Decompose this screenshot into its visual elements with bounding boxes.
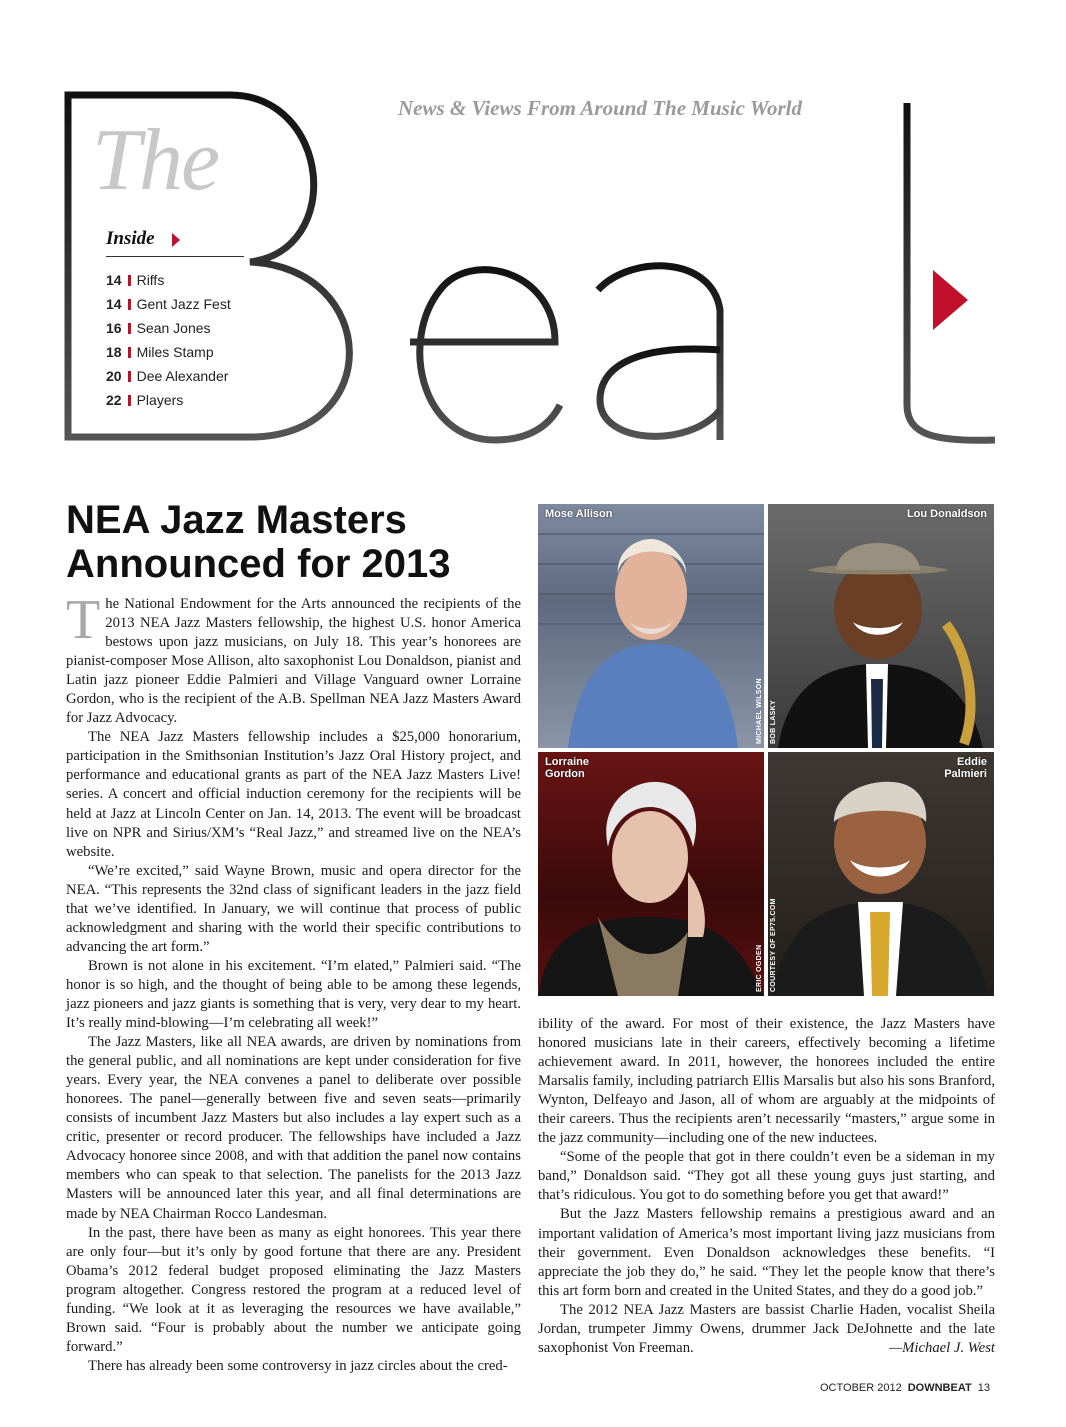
- photo-mose-allison: [538, 504, 764, 748]
- inside-item-bar: [128, 347, 131, 358]
- inside-heading: Inside: [106, 228, 155, 249]
- inside-item[interactable]: [106, 388, 231, 412]
- article-paragraph: “Some of the people that got in there couldn’t even be a sideman in my band,” Donaldson said. “They got all these young guys just starting, and that’s ridiculous. You got to do something before you get that award!”: [538, 1149, 995, 1204]
- article-paragraph: “We’re excited,” said Wayne Brown, music and opera director for the NEA. “This represents the 32nd class of significant leaders in the jazz field that we’ve identified. In January, we will continue that process of public acknowledgment and sharing with the world their specific contributions to advancing the art form.”: [66, 862, 521, 955]
- article-column-left: [66, 589, 521, 1376]
- inside-item-page: 16: [106, 320, 122, 336]
- inside-item-page: 14: [106, 296, 122, 312]
- article-paragraph: But the Jazz Masters fellowship remains a prestigious award and an important validation of America’s most important living jazz musicians from their government. Even Donaldson acknowledges these benefits. “I appreciate the job they do,” he said. “They let the people know that there’s this art form born and created in the United States, and they do a good job.”: [538, 1206, 995, 1299]
- inside-item-label: Riffs: [136, 272, 165, 288]
- inside-item-label: Sean Jones: [136, 320, 211, 336]
- photo-caption: Mose Allison: [545, 508, 613, 520]
- headline-line-1: NEA Jazz Masters: [66, 498, 407, 542]
- masthead-tagline: News & Views From Around The Music World: [398, 96, 802, 120]
- inside-item-page: 14: [106, 272, 122, 288]
- photo-credit: MICHAEL WILSON: [756, 678, 763, 744]
- inside-item-page: 20: [106, 368, 122, 384]
- photo-credit: BOB LASKY: [770, 700, 777, 744]
- headline-line-2: Announced for 2013: [66, 542, 451, 586]
- photo-credit: ERIC OGDEN: [756, 944, 763, 992]
- portrait-illustration: [538, 752, 764, 996]
- inside-arrow-icon: [172, 233, 180, 247]
- article-paragraph: There has already been some controversy in jazz circles about the cred-: [88, 1357, 508, 1374]
- article-headline: [66, 498, 506, 586]
- inside-item-bar: [128, 275, 131, 286]
- drop-cap: T: [66, 589, 101, 651]
- article-paragraph: ibility of the award. For most of their existence, the Jazz Masters have honored musicians late in their careers, effectively becoming a lifetime achievement award. In 2011, however, the honorees included the entire Marsalis family, including patriarch Ellis Marsalis but also his sons Branford, Wynton, Delfeayo and Jason, all of whom are arguably at the midpoints of their careers. Thus the recipients aren’t necessarily “masters,” argue some in the jazz community—including one of the new inductees.: [538, 1016, 995, 1147]
- article-paragraph: In the past, there have been as many as eight honorees. This year there are only four—but it’s only by good fortune that there are any. President Obama’s 2012 federal budget proposed eliminating the Jazz Masters program altogether. Congress restored the program at a reduced level of funding. “We look at it as leveraging the resources we have available,” Brown said. “Four is probably about the number we anticipate going forward.”: [66, 1224, 521, 1355]
- article-paragraph: The Jazz Masters, like all NEA awards, are driven by nominations from the general public, and all nominations are kept under consideration for five years. Every year, the NEA convenes a panel to deliberate over possible honorees. The panel—generally between five and seven seats—primarily consists of incumbent Jazz Masters but also includes a lay expert such as a critic, presenter or record producer. The fellowships have included a Jazz Advocacy honoree since 2008, and with that addition the panel now contains members who can speak to that selection. The panelists for the 2013 Jazz Masters will be announced later this year, and all final determinations are made by NEA Chairman Rocco Landesman.: [66, 1034, 521, 1222]
- footer-date: OCTOBER 2012: [820, 1382, 902, 1394]
- inside-item-bar: [128, 299, 131, 310]
- inside-item-label: Miles Stamp: [136, 344, 214, 360]
- inside-item-bar: [128, 371, 131, 382]
- inside-item-label: Gent Jazz Fest: [136, 296, 231, 312]
- photo-eddie-palmieri: [768, 752, 994, 996]
- masthead-the: The: [92, 112, 218, 209]
- inside-item[interactable]: [106, 340, 231, 364]
- inside-item-label: Dee Alexander: [136, 368, 229, 384]
- inside-item[interactable]: [106, 268, 231, 292]
- inside-list: [106, 268, 231, 412]
- inside-item-page: 22: [106, 392, 122, 408]
- inside-item-page: 18: [106, 344, 122, 360]
- photo-caption: Eddie Palmieri: [944, 756, 987, 780]
- photo-credit: COURTESY OF EP75.COM: [770, 898, 777, 992]
- inside-item[interactable]: [106, 316, 231, 340]
- footer-magazine: DOWNBEAT: [907, 1382, 972, 1394]
- page-footer: [820, 1382, 990, 1394]
- inside-item-bar: [128, 395, 131, 406]
- article-column-right: [538, 1015, 995, 1358]
- footer-page-number: 13: [977, 1382, 990, 1394]
- article-paragraph: The 2012 NEA Jazz Masters are bassist Charlie Haden, vocalist Sheila Jordan, trumpeter Jimmy Owens, drummer Jack DeJohnette and the late saxophonist Von Freeman. —Michael J. West: [538, 1301, 995, 1358]
- article-signature: —Michael J. West: [889, 1339, 995, 1356]
- inside-rule: [106, 256, 244, 257]
- inside-item[interactable]: [106, 364, 231, 388]
- photo-caption: Lou Donaldson: [906, 508, 987, 520]
- portrait-illustration: [768, 504, 994, 748]
- photo-lorraine-gordon: [538, 752, 764, 996]
- portrait-illustration: [538, 504, 764, 748]
- inside-item-bar: [128, 323, 131, 334]
- photo-caption: Lorraine Gordon: [545, 756, 590, 780]
- beat-arrow-icon: [933, 270, 968, 330]
- inside-item-label: Players: [136, 392, 184, 408]
- photo-lou-donaldson: [768, 504, 994, 748]
- article-paragraph: The NEA Jazz Masters fellowship includes a $25,000 honorarium, participation in the Smithsonian Institution’s Jazz Oral History project, and performance and educational grants as part of the NEA Jazz Masters Live! series. A concert and official induction ceremony for the recipients will be held at Jazz at Lincoln Center on Jan. 14, 2013. The event will be broadcast live on NPR and Sirius/XM’s “Real Jazz,” and streamed live on the NEA’s website.: [66, 729, 521, 860]
- article-paragraph: The National Endowment for the Arts announced the recipients of the 2013 NEA Jazz Masters fellowship, the highest U.S. honor America bestows upon jazz musicians, on July 18. This year’s honorees are pianist-composer Mose Allison, alto saxophonist Lou Donaldson, pianist and Latin jazz pioneer Eddie Palmieri and Village Vanguard owner Lorraine Gordon, who is the recipient of the A.B. Spellman NEA Jazz Masters Award for Jazz Advocacy.: [66, 589, 521, 727]
- masthead: [0, 0, 1066, 470]
- portrait-illustration: [768, 752, 994, 996]
- inside-item[interactable]: [106, 292, 231, 316]
- article-paragraph: Brown is not alone in his excitement. “I’m elated,” Palmieri said. “The honor is so high, and the thought of being able to be among these legends, jazz pioneers and jazz giants is something that is very, very dear to my heart. It’s really mind-blowing—I’m celebrating all week!”: [66, 957, 521, 1032]
